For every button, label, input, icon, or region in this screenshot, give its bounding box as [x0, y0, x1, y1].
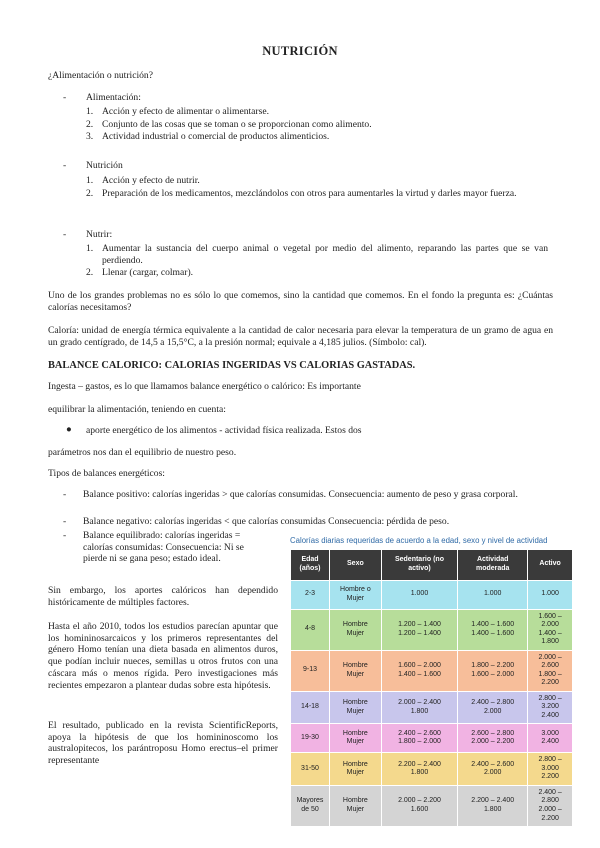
term-alimentacion: Alimentación: — [86, 92, 141, 103]
cell-sedentario: 2.200 – 2.400 1.800 — [381, 753, 457, 786]
term-nutrir: Nutrir: — [86, 229, 113, 240]
term-nutricion: Nutrición — [86, 160, 123, 171]
cell-activo: 1.600 – 2.000 1.400 – 1.800 — [528, 609, 573, 650]
cell-sedentario: 2.000 – 2.400 1.800 — [381, 691, 457, 724]
dash-marker: - — [63, 160, 67, 171]
hasta-paragraph: Hasta el año 2010, todos los estudios parecían apuntar que los homininosarcaicos y los primeros representantes del género Homo tenían una dieta basada en alimentos duros, que podían incluir nueces, semillas u otros frutos con una cáscara más o menos rígida. Pero investigaciones más recientes empezaron a plantear dudas sobre esta hipótesis. — [48, 621, 278, 691]
bullet-text: aporte energético de los alimentos - actividad física realizada. Estos dos — [86, 425, 362, 436]
header-activo: Activo — [528, 549, 573, 580]
header-sexo: Sexo — [330, 549, 382, 580]
cell-sedentario: 1.600 – 2.000 1.400 – 1.600 — [381, 650, 457, 691]
bullet-marker: ● — [66, 424, 72, 435]
cell-sex: Hombre Mujer — [330, 609, 382, 650]
cell-activo: 2.800 – 3.000 2.200 — [528, 753, 573, 786]
cell-sex: Hombre Mujer — [330, 691, 382, 724]
question-line: ¿Alimentación o nutrición? — [48, 70, 153, 81]
table-row — [291, 650, 573, 691]
dash-marker: - — [63, 516, 67, 527]
cell-sedentario: 1.200 – 1.400 1.200 – 1.400 — [381, 609, 457, 650]
header-moderada: Actividad moderada — [458, 549, 528, 580]
resultado-paragraph: El resultado, publicado en la revista ScientificReports, apoya la hipótesis de que los homininoscomo los australopitecos, los parántroposu Homo erectus–el primer representante — [48, 720, 278, 767]
cell-sex: Hombre o Mujer — [330, 580, 382, 609]
header-sedentario: Sedentario (no activo) — [381, 549, 457, 580]
balance-negativo: - Balance negativo: calorías ingeridas < que calorías consumidas Consecuencia: pérdida de peso. — [63, 516, 450, 527]
cell-sex: Hombre Mujer — [330, 724, 382, 753]
tipos-heading: Tipos de balances energéticos: — [48, 468, 165, 479]
cell-moderada: 1.000 — [458, 580, 528, 609]
table-title: Calorías diarias requeridas de acuerdo a la edad, sexo y nivel de actividad — [290, 536, 548, 545]
parametros-paragraph: parámetros nos dan el equilibrio de nuestro peso. — [48, 447, 237, 458]
dash-marker: - — [63, 530, 67, 541]
dash-marker: - — [63, 229, 67, 240]
dash-marker: - — [63, 489, 67, 500]
cell-moderada: 1.800 – 2.200 1.600 – 2.000 — [458, 650, 528, 691]
cell-activo: 3.000 2.400 — [528, 724, 573, 753]
nutrir-definitions — [86, 243, 548, 280]
caloria-definition: Caloría: unidad de energía térmica equivalente a la cantidad de calor necesaria para elevar la temperatura de un gramo de agua en un grado centígrado, de 14,5 a 15,5°C, a la presión normal; equivale a 4,185 julios. (Símbolo: cal). — [48, 325, 553, 348]
cell-moderada: 2.200 – 2.400 1.800 — [458, 785, 528, 826]
cell-sedentario: 2.000 – 2.200 1.600 — [381, 785, 457, 826]
dash-marker: - — [63, 92, 67, 103]
cell-age: 9-13 — [291, 650, 330, 691]
cell-activo: 1.000 — [528, 580, 573, 609]
cell-age: 14-18 — [291, 691, 330, 724]
cell-moderada: 2.400 – 2.800 2.000 — [458, 691, 528, 724]
calories-table — [290, 549, 573, 828]
cell-activo: 2.000 – 2.600 1.800 – 2.200 — [528, 650, 573, 691]
ingesta-paragraph: Ingesta – gastos, es lo que llamamos balance energético o calórico: Es importante — [48, 381, 361, 392]
cell-sedentario: 2.400 – 2.600 1.800 – 2.000 — [381, 724, 457, 753]
definition-item: 1. Acción y efecto de alimentar o alimentarse. — [86, 106, 270, 117]
alimentacion-definitions — [86, 106, 548, 144]
table-row — [291, 691, 573, 724]
cell-moderada: 2.400 – 2.600 2.000 — [458, 753, 528, 786]
balance-heading: BALANCE CALORICO: CALORIAS INGERIDAS VS CALORIAS GASTADAS. — [48, 360, 416, 371]
cell-sex: Hombre Mujer — [330, 650, 382, 691]
balance-positivo: - Balance positivo: calorías ingeridas > que calorías consumidas. Consecuencia: aumento de peso y grasa corporal. — [63, 489, 518, 500]
table-row — [291, 609, 573, 650]
equilibrar-paragraph: equilibrar la alimentación, teniendo en cuenta: — [48, 404, 226, 415]
cell-activo: 2.800 – 3.200 2.400 — [528, 691, 573, 724]
cell-moderada: 2.600 – 2.800 2.000 – 2.200 — [458, 724, 528, 753]
cell-sedentario: 1.000 — [381, 580, 457, 609]
problem-paragraph: Uno de los grandes problemas no es sólo lo que comemos, sino la cantidad que comemos. En el fondo la pregunta es: ¿Cuántas calorías necesitamos? — [48, 290, 553, 313]
definition-item: 2. Llenar (cargar, colmar). — [86, 267, 194, 279]
definition-item: 1. Acción y efecto de nutrir. — [86, 175, 200, 186]
table-row — [291, 724, 573, 753]
table-row — [291, 753, 573, 786]
cell-activo: 2.400 – 2.800 2.000 – 2.200 — [528, 785, 573, 826]
cell-age: 2-3 — [291, 580, 330, 609]
header-edad: Edad (años) — [291, 549, 330, 580]
cell-age: Mayores de 50 — [291, 785, 330, 826]
page-title: NUTRICIÓN — [262, 44, 338, 58]
cell-moderada: 1.400 – 1.600 1.400 – 1.600 — [458, 609, 528, 650]
definition-item: 2. Conjunto de las cosas que se toman o se proporcionan como alimento. — [86, 118, 372, 130]
definition-item: 1. Aumentar la sustancia del cuerpo animal o vegetal por medio del alimento, reparando las partes que se van perdiendo. — [86, 243, 548, 266]
cell-sex: Hombre Mujer — [330, 785, 382, 826]
calories-table-figure — [290, 536, 573, 827]
table-row — [291, 580, 573, 609]
definition-item: 3. Actividad industrial o comercial de productos alimenticios. — [86, 131, 330, 143]
sin-embargo-paragraph: Sin embargo, los aportes calóricos han dependido históricamente de múltiples factores. — [48, 585, 278, 608]
balance-equilibrado: - Balance equilibrado: calorías ingeridas = calorías consumidas: Consecuencia: Ni se pierde ni se gana peso; estado ideal. — [63, 530, 244, 565]
cell-age: 19-30 — [291, 724, 330, 753]
table-row — [291, 785, 573, 826]
cell-age: 31-50 — [291, 753, 330, 786]
cell-sex: Hombre Mujer — [330, 753, 382, 786]
table-header-row — [291, 549, 573, 580]
definition-item: 2. Preparación de los medicamentos, mezclándolos con otros para aumentarles la virtud y darles mayor fuerza. — [86, 187, 517, 199]
nutricion-definitions — [86, 175, 548, 200]
cell-age: 4-8 — [291, 609, 330, 650]
